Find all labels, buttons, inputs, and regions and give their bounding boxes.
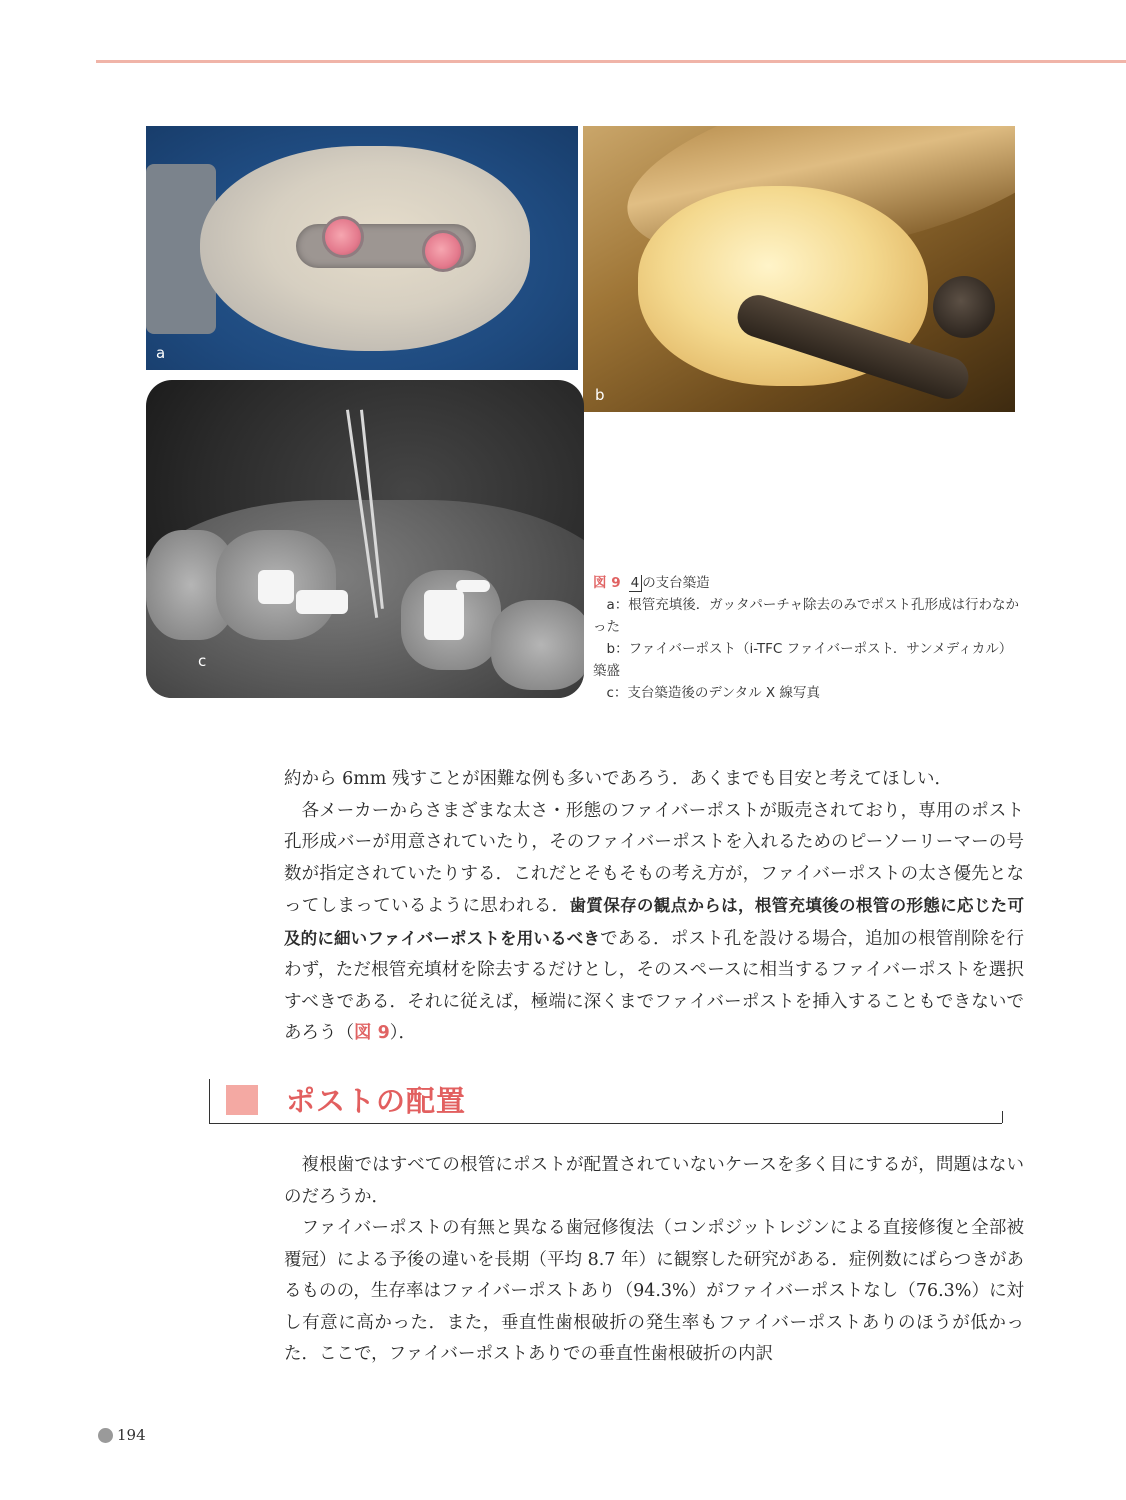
paragraph-text: ）．: [389, 1023, 417, 1043]
photo-a-label: a: [156, 344, 166, 362]
paragraph-text: である．ポスト孔を設ける場合，追加の根管削除を行わず，ただ根管充填材を除去するだけとし，そのスペースに相当するファイバーポストを選択すべきである．それに従えば，極端に深くまでファイバーポストを挿入することもできないであろう（: [284, 928, 1024, 1043]
xray-restoration: [424, 590, 464, 640]
photo-c-label: c: [198, 652, 207, 670]
section-title: ポストの配置: [286, 1084, 467, 1118]
xray-restoration: [258, 570, 294, 604]
xray-tooth: [491, 600, 584, 690]
caption-title-text: の支台築造: [642, 575, 710, 591]
paragraph: 複根歯ではすべての根管にポストが配置されていないケースを多く目にするが，問題はないのだろうか．: [284, 1155, 1024, 1207]
photo-a-post-space: [146, 126, 578, 370]
paragraph: ファイバーポストの有無と異なる歯冠修復法（コンポジットレジンによる直接修復と全部被覆冠）による予後の違いを長期（平均 8.7 年）に観察した研究がある．症例数にばらつきがあるものの，生存率はファイバーポストあり（94.3%）がファイバーポストなし（76.3%）に対し有意に高かった．また，垂直性歯根破折の発生率もファイバーポストありのほうが低かった．ここで，ファイバーポストありでの垂直性歯根破折の内訳: [284, 1218, 1024, 1364]
header-rule: [96, 60, 1126, 63]
section-marker: [226, 1085, 258, 1115]
canal-orifice-right: [422, 230, 464, 272]
page-number-text: 194: [117, 1426, 146, 1444]
canal-orifice-left: [322, 216, 364, 258]
caption-title: [593, 572, 1023, 594]
xray-restoration: [296, 590, 348, 614]
emphasis-text: 歯質保存の観点からは，根管充填後の根管の形態に応じた可及的に細いファイバーポストを用いるべき: [284, 896, 1025, 948]
photo-b-label: b: [595, 386, 605, 404]
photo-c-xray: [146, 380, 584, 698]
section-header: [209, 1079, 1002, 1124]
body-section-2: [284, 1150, 1024, 1371]
instrument-knob: [933, 276, 995, 338]
caption-line-a: a：根管充填後．ガッタパーチャ除去のみでポスト孔形成は行わなかった: [593, 597, 1019, 635]
page-dot-icon: [98, 1428, 113, 1443]
paragraph-text: 各メーカーからさまざまな太さ・形態のファイバーポストが販売されており，専用のポスト孔形成バーが用意されていたり，そのファイバーポストを入れるためのピーソーリーマーの号数が指定されていたりする．これだとそもそもの考え方が，ファイバーポストの太さ優先となってしまっているように思われる．: [284, 800, 1024, 916]
xray-restoration: [456, 580, 490, 592]
tooth-number: 4: [629, 575, 643, 592]
body-section-1: [284, 764, 1024, 1050]
caption-line-b: b：ファイバーポスト（i-TFC ファイバーポスト．サンメディカル）築盛: [593, 641, 1013, 679]
photo-b-fiber-post: [583, 126, 1015, 412]
figure-number: 図 9: [593, 575, 621, 591]
figure-reference: 図 9: [354, 1023, 390, 1043]
page-number: [98, 1426, 146, 1444]
paragraph: [284, 796, 1024, 1050]
paragraph: 約から 6mm 残すことが困難な例も多いであろう．あくまでも目安と考えてほしい．: [284, 769, 952, 789]
caption-line-c: c：支台築造後のデンタル X 線写真: [593, 685, 820, 701]
figure-caption: [593, 572, 1023, 704]
